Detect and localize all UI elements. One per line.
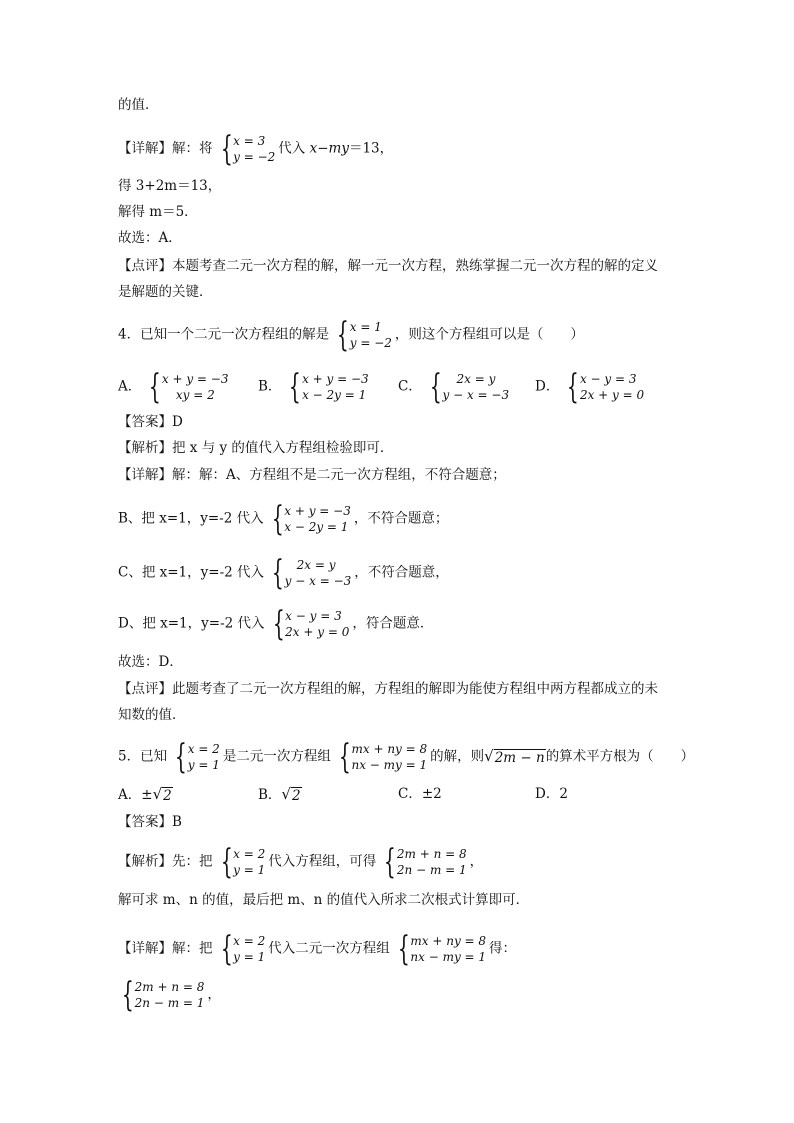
sqrt-expression: √ 2m − n (484, 746, 545, 766)
equation-system: { x = 1 y = −2 (336, 315, 392, 355)
text-line: 得 3+2m＝13， (118, 178, 222, 194)
option-5d: D．2 (535, 786, 568, 802)
text-line: 故选：D． (118, 654, 183, 670)
option-5b: B． √ 2 (258, 785, 301, 804)
text-line: 故选：A． (118, 230, 182, 246)
review-line: 是解题的关键． (118, 284, 213, 300)
option-5c: C．±2 (398, 786, 442, 802)
option-a: A． { x + y = −3 xy = 2 (118, 367, 229, 407)
review-line: 【点评】本题考查二元一次方程的解，解一元一次方程，熟练掌握二元一次方程的解的定义 (118, 258, 658, 274)
text-line: 的值． (118, 97, 159, 113)
analysis-line: 解可求 m、n 的值，最后把 m、n 的值代入所求二次根式计算即可． (118, 892, 530, 908)
option-b: B． { x + y = −3 x − 2y = 1 (258, 367, 369, 407)
answer-line: 【答案】B (118, 814, 182, 830)
equation-system: { x = 3 y = −2 (220, 129, 276, 169)
detail-line: 【详解】解：将 { x = 3 y = −2 代入 x−my＝13， (118, 129, 394, 169)
detail-line: 【详解】解：解：A、方程组不是二元一次方程组，不符合题意； (118, 467, 506, 483)
detail-c: C、把 x=1，y=-2 代入 { 2x = y y − x = −3 ，不符合题意， (118, 553, 449, 593)
result-system: { 2m + n = 8 2n − m = 1 ， (121, 975, 221, 1015)
review-line: 【点评】此题考查了二元一次方程组的解，方程组的解即为能使方程组中两方程都成立的未 (118, 681, 658, 697)
analysis-line: 【解析】把 x 与 y 的值代入方程组检验即可． (118, 440, 394, 456)
option-d: D． { x − y = 3 2x + y = 0 (535, 367, 645, 407)
answer-line: 【答案】D (118, 414, 183, 430)
detail-line: 【详解】解：把 { x = 2 y = 1 代入二元一次方程组 { mx + ny = 8 nx − my = 1 得： (118, 929, 517, 969)
text-line: 解得 m＝5． (118, 204, 198, 220)
option-c: C． { 2x = y y − x = −3 (398, 367, 510, 407)
review-line: 知数的值． (118, 707, 186, 723)
detail-b: B、把 x=1，y=-2 代入 { x + y = −3 x − 2y = 1 ，不符合题意； (118, 499, 449, 539)
question-4: 4．已知一个二元一次方程组的解是 { x = 1 y = −2 ，则这个方程组可以是（ ） (118, 315, 584, 355)
option-5a: A．± √ 2 (118, 785, 172, 804)
analysis-line: 【解析】先：把 { x = 2 y = 1 代入方程组，可得 { 2m + n = 8 2n − m = 1 ， (118, 842, 484, 882)
question-5: 5．已知 { x = 2 y = 1 是二元一次方程组 { mx + ny = 8 nx − my = 1 的解，则 √ 2m − n 的算术平方根为（ ） (118, 737, 695, 777)
detail-d: D、把 x=1，y=-2 代入 { x − y = 3 2x + y = 0 ，符合题意． (118, 604, 434, 644)
